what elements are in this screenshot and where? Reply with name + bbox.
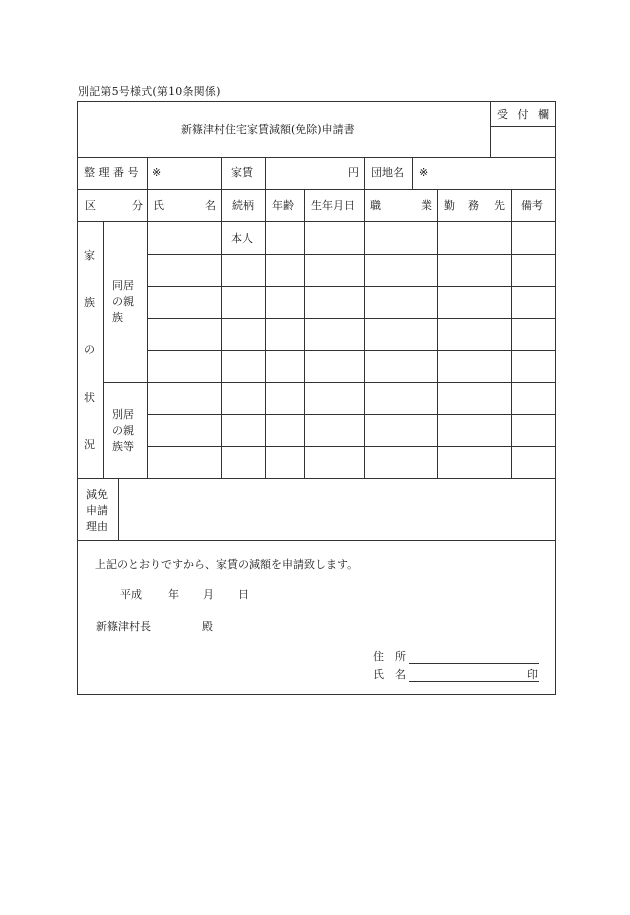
col-line — [511, 189, 512, 478]
family-status-char: 状 — [84, 391, 95, 404]
date-year: 年 — [168, 588, 179, 601]
addressee-name: 新篠津村長 — [96, 620, 151, 633]
row-line — [147, 350, 556, 351]
rent-label: 家賃 — [231, 166, 253, 179]
header-name: 氏 — [153, 199, 164, 212]
col-line — [221, 157, 222, 189]
header-occupation: 職 — [370, 199, 381, 212]
name-underline — [409, 681, 539, 682]
col-line — [147, 157, 148, 189]
col-line — [147, 189, 148, 478]
date-month: 月 — [203, 588, 214, 601]
application-form — [77, 101, 556, 695]
family-status-char: 族 — [84, 296, 95, 309]
declaration-text: 上記のとおりですから、家賃の減額を申請致します。 — [95, 558, 359, 571]
row-line — [78, 478, 556, 479]
row-line — [147, 286, 556, 287]
reference-number-label: 整 理 番 号 — [84, 166, 139, 179]
reason-field[interactable] — [120, 480, 554, 538]
complex-name-mark: ※ — [419, 166, 429, 179]
address-underline — [409, 663, 539, 664]
row-line — [147, 446, 556, 447]
seal-label: 印 — [527, 668, 538, 681]
form-title: 新篠津村住宅家賃減額(免除)申請書 — [181, 123, 355, 136]
header-workplace: 務 — [468, 199, 479, 212]
signer-name-label: 氏 名 — [373, 668, 406, 681]
reference-number-mark: ※ — [152, 166, 162, 179]
reason-label: 理由 — [86, 520, 108, 533]
date-day: 日 — [238, 588, 249, 601]
separate-label: 別居 — [112, 408, 134, 421]
col-line — [364, 157, 365, 189]
form-caption: 別記第5号様式(第10条関係) — [78, 85, 221, 98]
col-line — [364, 189, 365, 478]
family-status-char: の — [84, 343, 95, 356]
cohabiting-label: 同居 — [112, 279, 134, 292]
header-occupation: 業 — [421, 199, 432, 212]
col-line — [437, 189, 438, 478]
row-line — [103, 382, 556, 383]
separate-label: 族等 — [112, 440, 134, 453]
header-birthdate: 生年月日 — [311, 199, 355, 212]
row-line — [147, 254, 556, 255]
header-workplace: 先 — [494, 199, 505, 212]
signer-name-field[interactable] — [409, 666, 525, 681]
reason-label: 申請 — [86, 504, 108, 517]
col-line — [103, 221, 104, 478]
header-workplace: 勤 — [444, 199, 455, 212]
header-category: 分 — [132, 199, 143, 212]
col-line — [412, 157, 413, 189]
header-category: 区 — [85, 199, 96, 212]
address-field[interactable] — [409, 648, 539, 663]
date-era: 平成 — [120, 588, 142, 601]
complex-name-label: 団地名 — [371, 166, 404, 179]
col-line — [118, 478, 119, 540]
complex-name-field[interactable] — [434, 158, 554, 188]
reason-label: 減免 — [86, 488, 108, 501]
family-status-char: 家 — [84, 249, 95, 262]
col-line — [221, 189, 222, 478]
separate-label: の親 — [112, 424, 134, 437]
reception-box[interactable] — [491, 127, 555, 157]
row-line — [78, 221, 556, 222]
address-label: 住 所 — [373, 650, 406, 663]
row-line — [78, 189, 556, 190]
col-line — [265, 189, 266, 478]
header-relation: 続柄 — [232, 199, 254, 212]
reception-label: 受 付 欄 — [497, 108, 552, 121]
reference-number-field[interactable] — [166, 158, 220, 188]
rent-amount-field[interactable] — [266, 158, 348, 188]
header-name: 名 — [205, 199, 216, 212]
family-status-char: 況 — [84, 438, 95, 451]
header-age: 年齢 — [272, 199, 294, 212]
row-line — [147, 414, 556, 415]
row-line — [147, 318, 556, 319]
addressee-honorific: 殿 — [202, 620, 213, 633]
yen-label: 円 — [348, 166, 359, 179]
cohabiting-label: の親 — [112, 295, 134, 308]
self-relation: 本人 — [231, 232, 253, 245]
cohabiting-label: 族 — [112, 311, 123, 324]
row-line — [78, 540, 556, 541]
col-line — [304, 189, 305, 478]
header-notes: 備考 — [521, 199, 543, 212]
